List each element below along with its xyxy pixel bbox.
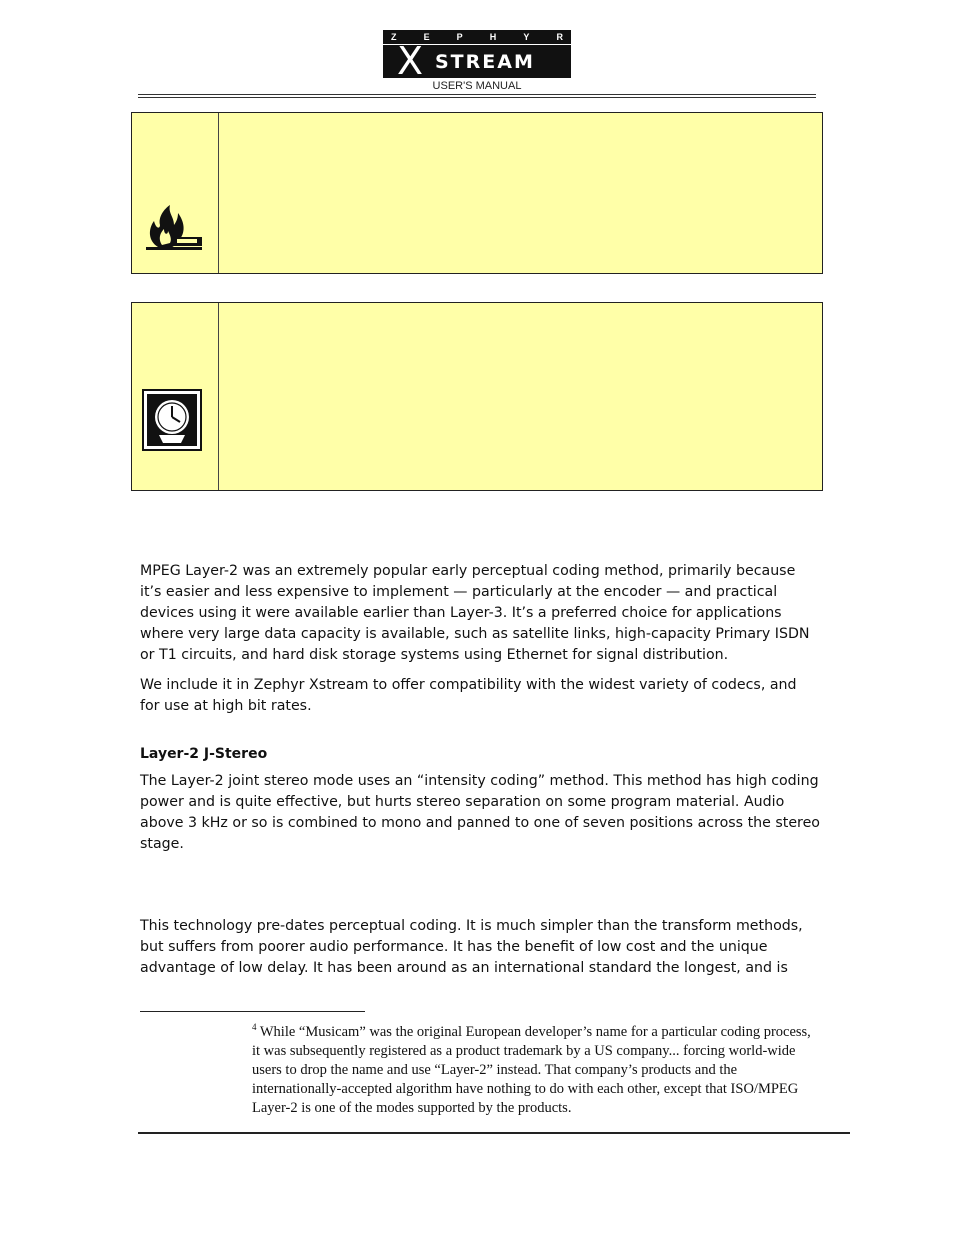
note-box-caution xyxy=(131,112,823,274)
logo-letter: P xyxy=(456,32,463,42)
zephyr-xstream-logo xyxy=(383,30,571,83)
logo-letter: Z xyxy=(391,32,397,42)
footer-divider xyxy=(138,1132,850,1134)
footnote xyxy=(252,1018,812,1118)
body-paragraph: The Layer-2 joint stereo mode uses an “intensity coding” method. This method has high coding power and is quite effective, but hurts stereo separation on some program material. Audio above 3 kHz or so is combined to mono and panned to one of seven positions across the stereo stage. xyxy=(140,773,820,852)
footnote-divider xyxy=(140,1011,365,1012)
logo-x: X xyxy=(397,39,424,83)
manual-label: USER'S MANUAL xyxy=(432,80,522,92)
note-icon-cell xyxy=(132,303,219,490)
body-paragraph: This technology pre-dates perceptual coding. It is much simpler than the transform methods, but suffers from poorer audio performance. It has the benefit of low cost and the unique advantage of low delay. It has been around as an international standard the longest, and is xyxy=(140,918,803,976)
header-divider xyxy=(138,94,816,98)
logo-letter: Y xyxy=(523,32,530,42)
section-subheading: Layer-2 J-Stereo xyxy=(140,746,268,762)
body-paragraph: MPEG Layer-2 was an extremely popular early perceptual coding method, primarily because it’s easier and less expensive to implement — particularly at the encoder — and practical devices using it were available earlier than Layer-3. It’s a preferred choice for applications where very large data capacity is available, such as satellite links, high-capacity Primary ISDN or T1 circuits, and hard disk storage systems using Ethernet for signal distribution. xyxy=(140,563,810,663)
flame-icon xyxy=(144,203,202,251)
clock-icon xyxy=(142,389,202,451)
note-box-tip xyxy=(131,302,823,491)
body-paragraph: We include it in Zephyr Xstream to offer compatibility with the widest variety of codecs, and for use at high bit rates. xyxy=(140,677,797,714)
logo-letter: H xyxy=(489,32,497,42)
note-icon-cell xyxy=(132,113,219,273)
footnote-number: 4 xyxy=(252,1022,257,1032)
logo-letter: E xyxy=(423,32,430,42)
logo-letter: R xyxy=(556,32,563,42)
footnote-text: While “Musicam” was the original European developer’s name for a particular coding process, it was subsequently registered as a product trademark by a US company... forcing world-wide users to drop the name and use “Layer-2” instead. That company’s products and the internationally-accepted algorithm have nothing to do with each other, except that ISO/MPEG Layer-2 is one of the modes supported by the products. xyxy=(252,1023,811,1116)
logo-stream: STREAM xyxy=(435,51,535,73)
